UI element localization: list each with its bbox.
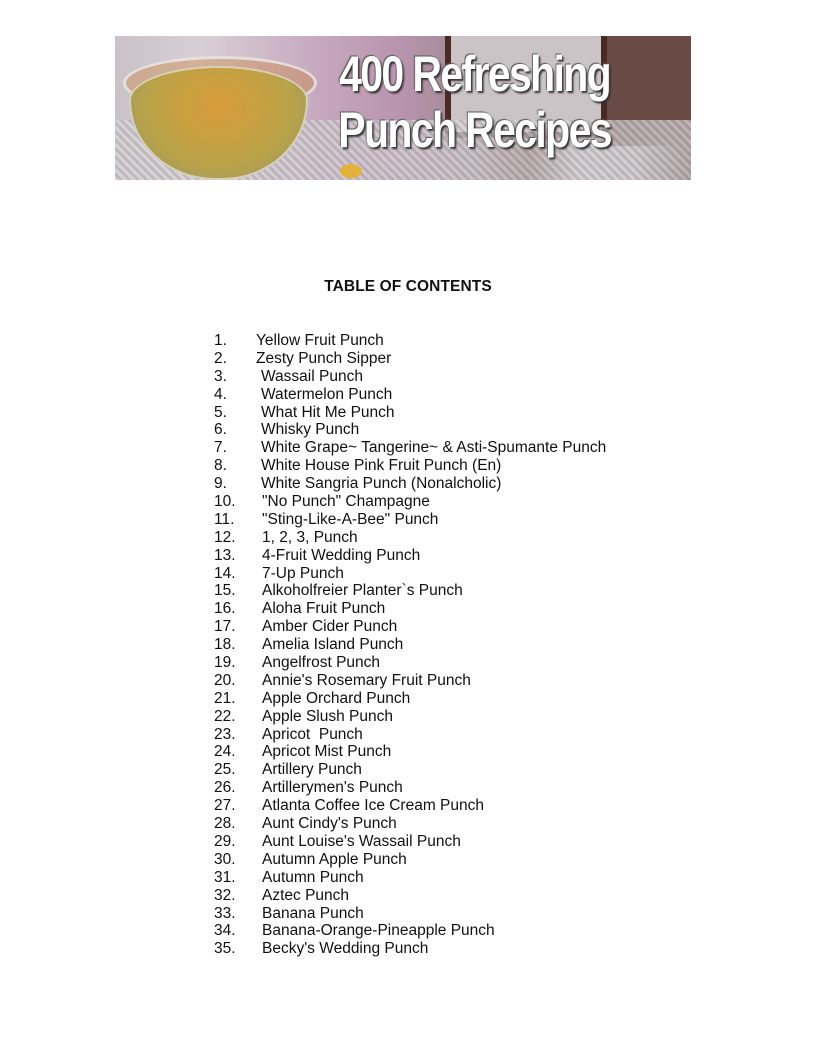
toc-entry-number: 6. (214, 421, 227, 439)
toc-entry-number: 27. (214, 797, 236, 815)
toc-heading: TABLE OF CONTENTS (324, 278, 492, 295)
toc-entry-number: 17. (214, 618, 236, 636)
toc-entry-number: 7. (214, 439, 227, 457)
toc-entry-title[interactable]: Becky's Wedding Punch (262, 940, 429, 958)
toc-entry-title[interactable]: Aztec Punch (262, 886, 350, 904)
toc-entry-number: 22. (214, 707, 236, 725)
toc-entry-title[interactable]: Zesty Punch Sipper (256, 349, 392, 367)
banner-title (327, 46, 622, 158)
toc-entry-title[interactable]: Angelfrost Punch (262, 654, 381, 672)
toc-entry-number: 23. (214, 725, 236, 743)
toc-entry-number: 32. (214, 886, 236, 904)
toc-entry-title[interactable]: Banana Punch (262, 904, 364, 922)
toc-entry-number: 21. (214, 689, 236, 707)
toc-entry-title[interactable]: Artillerymen's Punch (262, 779, 403, 797)
toc-entry-number: 33. (214, 904, 236, 922)
toc-entry-title[interactable]: Aunt Louise's Wassail Punch (262, 832, 461, 850)
toc-entry-title[interactable]: Apricot Mist Punch (262, 743, 392, 761)
toc-entry-number: 5. (214, 403, 227, 421)
toc-entry-number: 2. (214, 349, 227, 367)
toc-entry-number: 25. (214, 761, 236, 779)
toc-entry-number: 29. (214, 832, 236, 850)
toc-entry-number: 15. (214, 582, 236, 600)
toc-entry-number: 30. (214, 850, 236, 868)
toc-entry-number: 28. (214, 815, 236, 833)
toc-entry-number: 14. (214, 564, 236, 582)
toc-entry-title[interactable]: White Sangria Punch (Nonalcholic) (261, 475, 502, 493)
toc-entry-title[interactable]: "No Punch" Champagne (262, 493, 430, 511)
toc-entry-title[interactable]: Amelia Island Punch (262, 636, 404, 654)
toc-entry-title[interactable]: Watermelon Punch (261, 385, 393, 403)
toc-entry-number: 20. (214, 671, 236, 689)
toc-entry-title[interactable]: Annie's Rosemary Fruit Punch (262, 671, 471, 689)
toc-entry-title[interactable]: White Grape~ Tangerine~ & Asti-Spumante Punch (261, 439, 607, 457)
toc-entry-title[interactable]: Wassail Punch (261, 367, 363, 385)
toc-entry-title[interactable]: Autumn Punch (262, 868, 364, 886)
toc-entry-number: 16. (214, 600, 236, 618)
toc-entry-title[interactable]: Apricot Punch (262, 725, 363, 743)
toc-entry-number: 13. (214, 546, 236, 564)
toc-entry-title[interactable]: White House Pink Fruit Punch (En) (261, 457, 502, 475)
toc-entry-number: 4. (214, 385, 227, 403)
toc-entry-title[interactable]: Autumn Apple Punch (262, 850, 407, 868)
toc-entry-number: 3. (214, 367, 227, 385)
toc-entry-number: 24. (214, 743, 236, 761)
toc-entry-number: 8. (214, 457, 227, 475)
toc-entry-number: 31. (214, 868, 236, 886)
toc-entry-title[interactable]: Apple Orchard Punch (262, 689, 411, 707)
banner-title-line-2: Punch Recipes (338, 102, 611, 158)
toc-entry-number: 9. (214, 475, 227, 493)
toc-entry-number: 12. (214, 528, 236, 546)
toc-entry-number: 34. (214, 922, 236, 940)
toc-entry-title[interactable]: What Hit Me Punch (261, 403, 395, 421)
toc-entry-title[interactable]: Yellow Fruit Punch (256, 332, 384, 349)
toc-entry-number: 35. (214, 940, 236, 958)
toc-entry-title[interactable]: 4-Fruit Wedding Punch (262, 546, 421, 564)
toc-entry-number: 18. (214, 636, 236, 654)
toc-entry-title[interactable]: 1, 2, 3, Punch (262, 528, 358, 546)
toc-entry-number: 1. (214, 332, 227, 349)
toc-entry-title[interactable]: 7-Up Punch (262, 564, 344, 582)
toc-entry-number: 10. (214, 493, 236, 511)
cover-banner-image (115, 36, 691, 180)
toc-entry-title[interactable]: Amber Cider Punch (262, 618, 398, 636)
toc-entry-title[interactable]: Atlanta Coffee Ice Cream Punch (262, 797, 485, 815)
toc-entry-title[interactable]: Aloha Fruit Punch (262, 600, 386, 618)
toc-entry-number: 11. (214, 510, 235, 528)
toc-entry-title[interactable]: Apple Slush Punch (262, 707, 393, 725)
toc-entry-title[interactable]: Whisky Punch (261, 421, 360, 439)
toc-entry-title[interactable]: Alkoholfreier Planter`s Punch (262, 582, 463, 600)
toc-entry-number: 19. (214, 654, 236, 672)
toc-entry-title[interactable]: Artillery Punch (262, 761, 362, 779)
banner-title-line-1: 400 Refreshing (339, 46, 611, 102)
toc-entry-title[interactable]: "Sting-Like-A-Bee" Punch (262, 510, 439, 528)
toc-entry-number: 26. (214, 779, 236, 797)
toc-entry-title[interactable]: Banana-Orange-Pineapple Punch (262, 922, 495, 940)
toc-entry-title[interactable]: Aunt Cindy's Punch (262, 815, 397, 833)
decorative-leaf-icon (340, 164, 362, 178)
